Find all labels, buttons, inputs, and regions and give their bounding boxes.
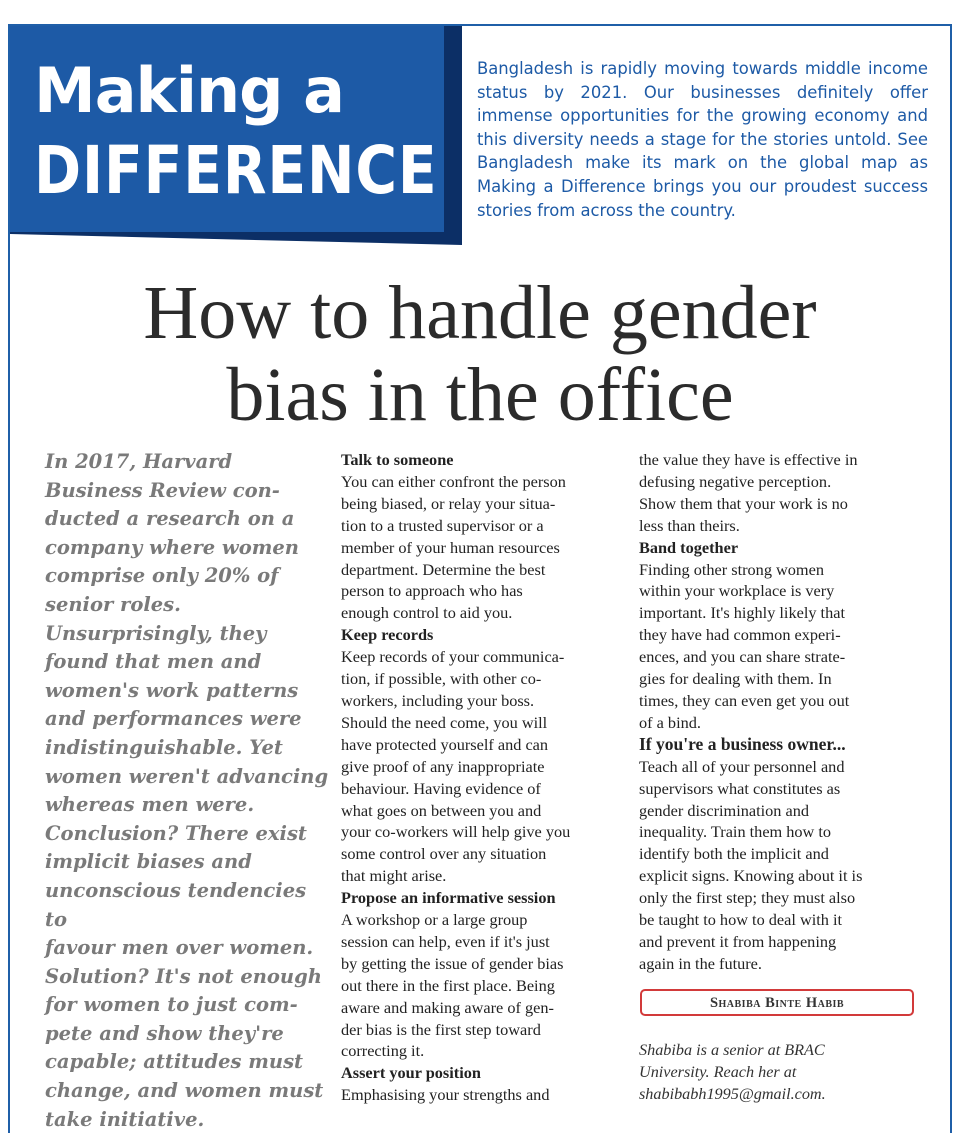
subheading: Talk to someone bbox=[341, 450, 454, 469]
text-line: take initiative. bbox=[45, 1107, 205, 1131]
body-line: workers, including your boss. bbox=[341, 690, 535, 710]
author-bio bbox=[639, 1040, 919, 1105]
body-line: Should the need come, you will bbox=[341, 712, 548, 732]
body-line: be taught to how to deal with it bbox=[639, 910, 843, 930]
headline-line: bias in the office bbox=[226, 353, 734, 437]
body-line: correcting it. bbox=[341, 1041, 425, 1061]
body-line: times, they can even get you out bbox=[639, 690, 850, 710]
body-line: explicit signs. Knowing about it is bbox=[639, 866, 863, 886]
body-line: person to approach who has bbox=[341, 581, 523, 601]
text-line: senior roles. bbox=[45, 592, 181, 616]
text-line: found that men and bbox=[45, 650, 262, 674]
text-line: capable; attitudes must bbox=[45, 1050, 304, 1074]
body-line: within your workplace is very bbox=[639, 581, 835, 601]
text-line: company where women bbox=[45, 535, 299, 559]
article-column-3 bbox=[639, 449, 917, 975]
body-line: your co-workers will help give you bbox=[341, 822, 571, 842]
text-line: In 2017, Harvard bbox=[45, 450, 233, 473]
body-line: Keep records of your communica- bbox=[341, 647, 565, 667]
body-line: what goes on between you and bbox=[341, 800, 542, 820]
body-line: tion, if possible, with other co- bbox=[341, 669, 542, 689]
text-line: change, and women must bbox=[45, 1079, 324, 1103]
body-line: by getting the issue of gender bias bbox=[341, 953, 564, 973]
body-line: give proof of any inappropriate bbox=[341, 756, 545, 776]
body-line: out there in the first place. Being bbox=[341, 975, 555, 995]
subheading: Propose an informative session bbox=[341, 888, 556, 908]
body-line: tion to a trusted supervisor or a bbox=[341, 515, 544, 535]
text-line: Solution? It's not enough bbox=[45, 964, 322, 988]
text-line: Conclusion? There exist bbox=[45, 821, 307, 845]
headline-line: How to handle gender bbox=[143, 271, 817, 355]
section-banner bbox=[10, 26, 444, 232]
banner-title-line1: Making a bbox=[34, 54, 344, 127]
body-line: gender discrimination and bbox=[639, 800, 809, 820]
subheading: Assert your position bbox=[341, 1063, 481, 1083]
article-column-2 bbox=[341, 449, 619, 1106]
body-line: Emphasising your strengths and bbox=[341, 1085, 550, 1105]
banner-title-line2: DIFFERENCE bbox=[34, 132, 438, 209]
body-line: they have had common experi- bbox=[639, 625, 841, 645]
section-intro: Bangladesh is rapidly moving towards middle income status by 2021. Our businesses definitely offer immense opportunities for the growing economy and this diversity needs a stage for the stories untold. See Bangladesh make its mark on the global map as Making a Difference brings you our proudest success stories from across the country. bbox=[477, 59, 928, 220]
body-line: less than theirs. bbox=[639, 515, 740, 535]
text-line: and performances were bbox=[45, 707, 302, 731]
body-line: enough control to aid you. bbox=[341, 603, 513, 623]
body-line: member of your human resources bbox=[341, 537, 560, 557]
text-line: shabibabh1995@gmail.com. bbox=[639, 1084, 826, 1103]
body-line: being biased, or relay your situa- bbox=[341, 493, 556, 513]
body-line: that might arise. bbox=[341, 866, 447, 886]
article-lede bbox=[45, 448, 330, 1134]
body-line: again in the future. bbox=[639, 953, 762, 973]
author-byline: Shabiba Binte Habib bbox=[640, 989, 914, 1016]
body-line: A workshop or a large group bbox=[341, 910, 528, 930]
body-line: session can help, even if it's just bbox=[341, 931, 550, 951]
body-line: inequality. Train them how to bbox=[639, 822, 832, 842]
body-line: ences, and you can share strate- bbox=[639, 647, 846, 667]
text-line: unconscious tendencies to bbox=[45, 878, 307, 931]
body-line: department. Determine the best bbox=[341, 559, 546, 579]
text-line: Shabiba is a senior at BRAC bbox=[639, 1041, 825, 1059]
text-line: Business Review con- bbox=[45, 478, 280, 502]
text-line: implicit biases and bbox=[45, 850, 252, 874]
text-line: Unsurprisingly, they bbox=[45, 621, 267, 645]
body-line: identify both the implicit and bbox=[639, 844, 829, 864]
body-line: Show them that your work is no bbox=[639, 493, 848, 513]
body-line: some control over any situation bbox=[341, 844, 547, 864]
text-line: ducted a research on a bbox=[45, 507, 295, 531]
text-line: women's work patterns bbox=[45, 678, 299, 702]
text-line: for women to just com- bbox=[45, 993, 298, 1017]
text-line: University. Reach her at bbox=[639, 1062, 797, 1081]
body-line: important. It's highly likely that bbox=[639, 603, 845, 623]
subheading: Keep records bbox=[341, 625, 434, 645]
text-line: indistinguishable. Yet bbox=[45, 735, 283, 759]
body-line: der bias is the first step toward bbox=[341, 1019, 541, 1039]
text-line: favour men over women. bbox=[45, 936, 314, 960]
subheading: Band together bbox=[639, 537, 739, 557]
body-line: of a bind. bbox=[639, 712, 701, 732]
body-line: the value they have is effective in bbox=[639, 450, 858, 469]
body-line: You can either confront the person bbox=[341, 471, 566, 491]
body-line: defusing negative perception. bbox=[639, 471, 832, 491]
body-line: only the first step; they must also bbox=[639, 888, 856, 908]
text-line: comprise only 20% of bbox=[45, 564, 279, 588]
body-line: aware and making aware of gen- bbox=[341, 997, 554, 1017]
body-line: have protected yourself and can bbox=[341, 734, 549, 754]
text-line: pete and show they're bbox=[45, 1021, 284, 1045]
body-line: Finding other strong women bbox=[639, 559, 824, 579]
body-line: behaviour. Having evidence of bbox=[341, 778, 541, 798]
article-headline bbox=[40, 272, 920, 436]
text-line: women weren't advancing bbox=[45, 764, 329, 788]
body-line: Teach all of your personnel and bbox=[639, 756, 845, 776]
subheading: If you're a business owner... bbox=[639, 733, 846, 754]
body-line: supervisors what constitutes as bbox=[639, 778, 841, 798]
body-line: gies for dealing with them. In bbox=[639, 669, 832, 689]
body-line: and prevent it from happening bbox=[639, 931, 837, 951]
text-line: whereas men were. bbox=[45, 793, 255, 817]
